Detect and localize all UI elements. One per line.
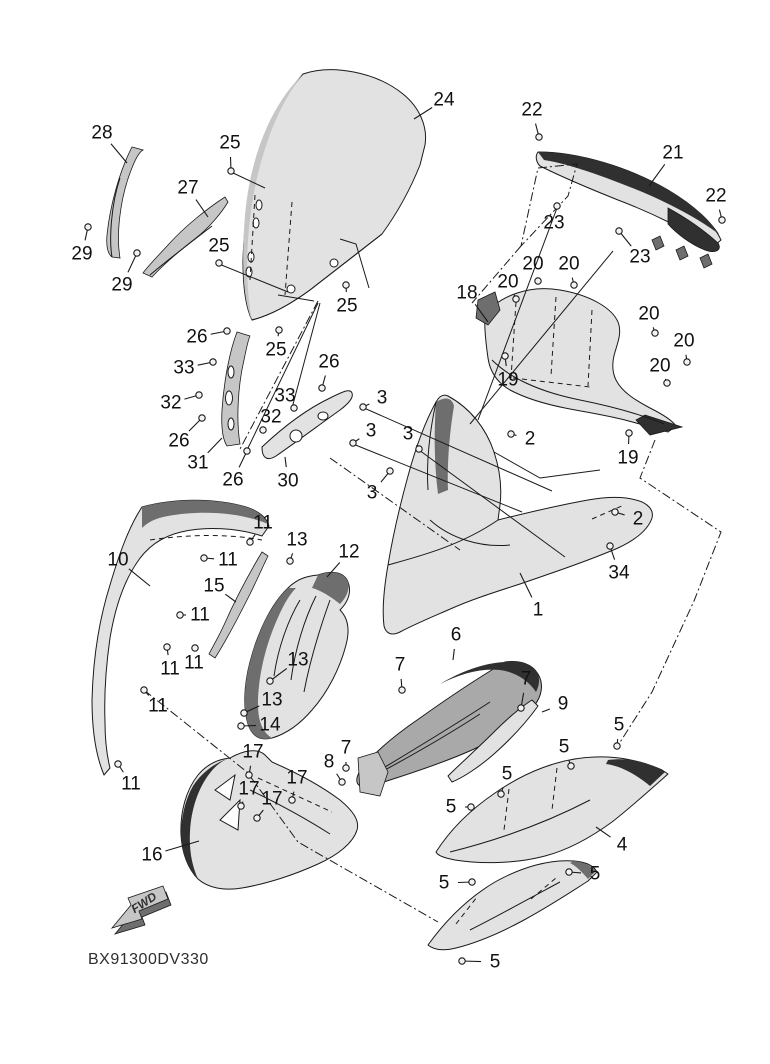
fastener-5-68 bbox=[468, 804, 474, 810]
part-label-13-54: 13 bbox=[261, 689, 283, 711]
part-label-5-68: 5 bbox=[445, 796, 457, 818]
windshield-24 bbox=[243, 70, 426, 320]
fastener-13-49 bbox=[267, 678, 273, 684]
part-label-17-66: 17 bbox=[238, 778, 260, 800]
fastener-33-23 bbox=[210, 359, 216, 365]
leader-line-28-0 bbox=[111, 144, 127, 163]
fastener-25-16 bbox=[343, 282, 349, 288]
part-label-5-63: 5 bbox=[501, 763, 513, 785]
fastener-25-3 bbox=[228, 168, 234, 174]
part-label-2-38: 2 bbox=[632, 508, 644, 530]
part-label-13-49: 13 bbox=[287, 649, 309, 671]
part-label-3-30: 3 bbox=[402, 423, 414, 445]
leader-line-30-36 bbox=[285, 457, 286, 467]
part-label-1-46: 1 bbox=[532, 599, 544, 621]
part-label-4-69: 4 bbox=[616, 834, 628, 856]
part-label-11-43: 11 bbox=[218, 549, 238, 571]
part-label-2-31: 2 bbox=[524, 428, 536, 450]
part-label-11-56: 11 bbox=[148, 695, 168, 717]
part-label-17-64: 17 bbox=[286, 767, 308, 789]
part-label-11-65: 11 bbox=[121, 773, 141, 795]
fastener-25-8 bbox=[216, 260, 222, 266]
fastener-26-18 bbox=[224, 328, 230, 334]
part-label-6-48: 6 bbox=[450, 624, 462, 646]
leader-line-10-42 bbox=[129, 569, 150, 586]
fastener-3-29 bbox=[350, 440, 356, 446]
part-label-31-34: 31 bbox=[187, 452, 209, 474]
fastener-2-38 bbox=[612, 509, 618, 515]
part-label-29-14: 29 bbox=[111, 274, 133, 296]
part-label-11-52: 11 bbox=[160, 658, 180, 680]
leader-line-31-34 bbox=[208, 438, 222, 453]
leader-line-9-55 bbox=[542, 709, 550, 712]
fastener-29-14 bbox=[134, 250, 140, 256]
part-label-25-20: 25 bbox=[265, 339, 287, 361]
fastener-32-28 bbox=[260, 427, 266, 433]
part-label-25-3: 25 bbox=[219, 132, 241, 154]
fastener-20-11 bbox=[535, 278, 541, 284]
part-label-15-45: 15 bbox=[203, 575, 225, 597]
part-label-3-26: 3 bbox=[376, 387, 388, 409]
fastener-26-32 bbox=[199, 415, 205, 421]
fastener-3-26 bbox=[360, 404, 366, 410]
fastener-19-24 bbox=[502, 353, 508, 359]
part-label-19-33: 19 bbox=[617, 447, 639, 469]
part-label-20-19: 20 bbox=[673, 330, 695, 352]
fastener-7-60 bbox=[343, 765, 349, 771]
fastener-23-7 bbox=[554, 203, 560, 209]
part-label-20-17: 20 bbox=[638, 303, 660, 325]
part-label-26-32: 26 bbox=[168, 430, 190, 452]
fastener-26-35 bbox=[244, 448, 250, 454]
part-label-27-5: 27 bbox=[177, 177, 199, 199]
fastener-5-58 bbox=[614, 743, 620, 749]
fastener-8-62 bbox=[339, 779, 345, 785]
fastener-7-51 bbox=[399, 687, 405, 693]
fastener-5-59 bbox=[568, 763, 574, 769]
part-label-11-50: 11 bbox=[184, 652, 204, 674]
fastener-2-31 bbox=[508, 431, 514, 437]
fastener-11-52 bbox=[164, 644, 170, 650]
fastener-13-40 bbox=[287, 558, 293, 564]
part-label-19-24: 19 bbox=[497, 369, 519, 391]
part-label-9-55: 9 bbox=[557, 693, 569, 715]
fastener-13-54 bbox=[241, 710, 247, 716]
part-label-29-9: 29 bbox=[71, 243, 93, 265]
part-label-20-22: 20 bbox=[649, 355, 671, 377]
part-label-13-40: 13 bbox=[286, 529, 308, 551]
part-label-26-18: 26 bbox=[186, 326, 208, 348]
part-label-22-6: 22 bbox=[705, 185, 727, 207]
leader-line-21-4 bbox=[649, 164, 665, 186]
fastener-20-12 bbox=[571, 282, 577, 288]
part-label-34-44: 34 bbox=[608, 562, 630, 584]
fastener-25-20 bbox=[276, 327, 282, 333]
fastener-22-6 bbox=[719, 217, 725, 223]
fastener-3-37 bbox=[387, 468, 393, 474]
part-label-24-1: 24 bbox=[433, 89, 455, 111]
fastener-5-63 bbox=[498, 791, 504, 797]
fwd-arrow-label: FWD bbox=[128, 889, 160, 916]
part-label-12-41: 12 bbox=[338, 541, 360, 563]
part-label-22-2: 22 bbox=[521, 99, 543, 121]
part-label-17-67: 17 bbox=[261, 788, 283, 810]
part-label-10-42: 10 bbox=[107, 549, 129, 571]
part-label-3-29: 3 bbox=[365, 420, 377, 442]
part-label-5-59: 5 bbox=[558, 736, 570, 758]
leader-line-6-48 bbox=[453, 649, 454, 660]
part-label-16-70: 16 bbox=[141, 844, 163, 866]
part-label-25-8: 25 bbox=[208, 235, 230, 257]
fastener-5-71 bbox=[566, 869, 572, 875]
trim-strip-28 bbox=[107, 147, 143, 258]
part-label-20-11: 20 bbox=[522, 253, 544, 275]
part-label-23-7: 23 bbox=[543, 212, 565, 234]
part-label-18-15: 18 bbox=[456, 282, 478, 304]
fastener-5-72 bbox=[469, 879, 475, 885]
part-label-17-61: 17 bbox=[242, 741, 264, 763]
fastener-20-19 bbox=[684, 359, 690, 365]
part-label-11-47: 11 bbox=[190, 604, 210, 626]
fastener-34-44 bbox=[607, 543, 613, 549]
part-label-32-27: 32 bbox=[160, 392, 182, 414]
part-label-14-57: 14 bbox=[259, 714, 281, 736]
part-label-32-28: 32 bbox=[260, 406, 282, 428]
part-label-8-62: 8 bbox=[323, 751, 335, 773]
part-label-7-60: 7 bbox=[340, 737, 352, 759]
fastener-29-9 bbox=[85, 224, 91, 230]
part-label-26-21: 26 bbox=[318, 351, 340, 373]
part-label-11-39: 11 bbox=[253, 512, 273, 534]
fastener-17-61 bbox=[246, 772, 252, 778]
fwd-arrow bbox=[112, 886, 171, 934]
fastener-11-56 bbox=[141, 687, 147, 693]
part-label-5-71: 5 bbox=[589, 863, 601, 885]
part-label-33-25: 33 bbox=[274, 385, 296, 407]
fastener-26-21 bbox=[319, 385, 325, 391]
fastener-14-57 bbox=[238, 723, 244, 729]
fastener-11-50 bbox=[192, 645, 198, 651]
garnish-strip-31 bbox=[222, 332, 250, 446]
fastener-20-22 bbox=[664, 380, 670, 386]
fastener-20-13 bbox=[513, 296, 519, 302]
part-label-5-72: 5 bbox=[438, 872, 450, 894]
part-label-26-35: 26 bbox=[222, 469, 244, 491]
part-label-20-13: 20 bbox=[497, 271, 519, 293]
part-label-7-53: 7 bbox=[520, 668, 532, 690]
diagram-code: BX91300DV330 bbox=[88, 951, 209, 968]
part-label-25-16: 25 bbox=[336, 295, 358, 317]
part-label-5-73: 5 bbox=[489, 951, 501, 973]
fastener-11-39 bbox=[247, 539, 253, 545]
fastener-11-47 bbox=[177, 612, 183, 618]
fastener-23-10 bbox=[616, 228, 622, 234]
fastener-19-33 bbox=[626, 430, 632, 436]
fastener-11-43 bbox=[201, 555, 207, 561]
side-panel-10 bbox=[92, 500, 269, 775]
part-label-21-4: 21 bbox=[662, 142, 684, 164]
part-label-20-12: 20 bbox=[558, 253, 580, 275]
fastener-20-17 bbox=[652, 330, 658, 336]
part-label-28-0: 28 bbox=[91, 122, 113, 144]
fastener-5-73 bbox=[459, 958, 465, 964]
fastener-17-64 bbox=[289, 797, 295, 803]
front-fairing-1 bbox=[383, 395, 652, 634]
part-label-33-23: 33 bbox=[173, 357, 195, 379]
part-label-30-36: 30 bbox=[277, 470, 299, 492]
part-label-3-37: 3 bbox=[366, 482, 378, 504]
part-label-5-58: 5 bbox=[613, 714, 625, 736]
fastener-3-30 bbox=[416, 446, 422, 452]
fastener-32-27 bbox=[196, 392, 202, 398]
fastener-7-53 bbox=[518, 705, 524, 711]
part-label-7-51: 7 bbox=[394, 654, 406, 676]
fastener-11-65 bbox=[115, 761, 121, 767]
leader-line-15-45 bbox=[225, 594, 236, 602]
part-label-23-10: 23 bbox=[629, 246, 651, 268]
fastener-22-2 bbox=[536, 134, 542, 140]
fastener-17-67 bbox=[254, 815, 260, 821]
fastener-17-66 bbox=[238, 803, 244, 809]
